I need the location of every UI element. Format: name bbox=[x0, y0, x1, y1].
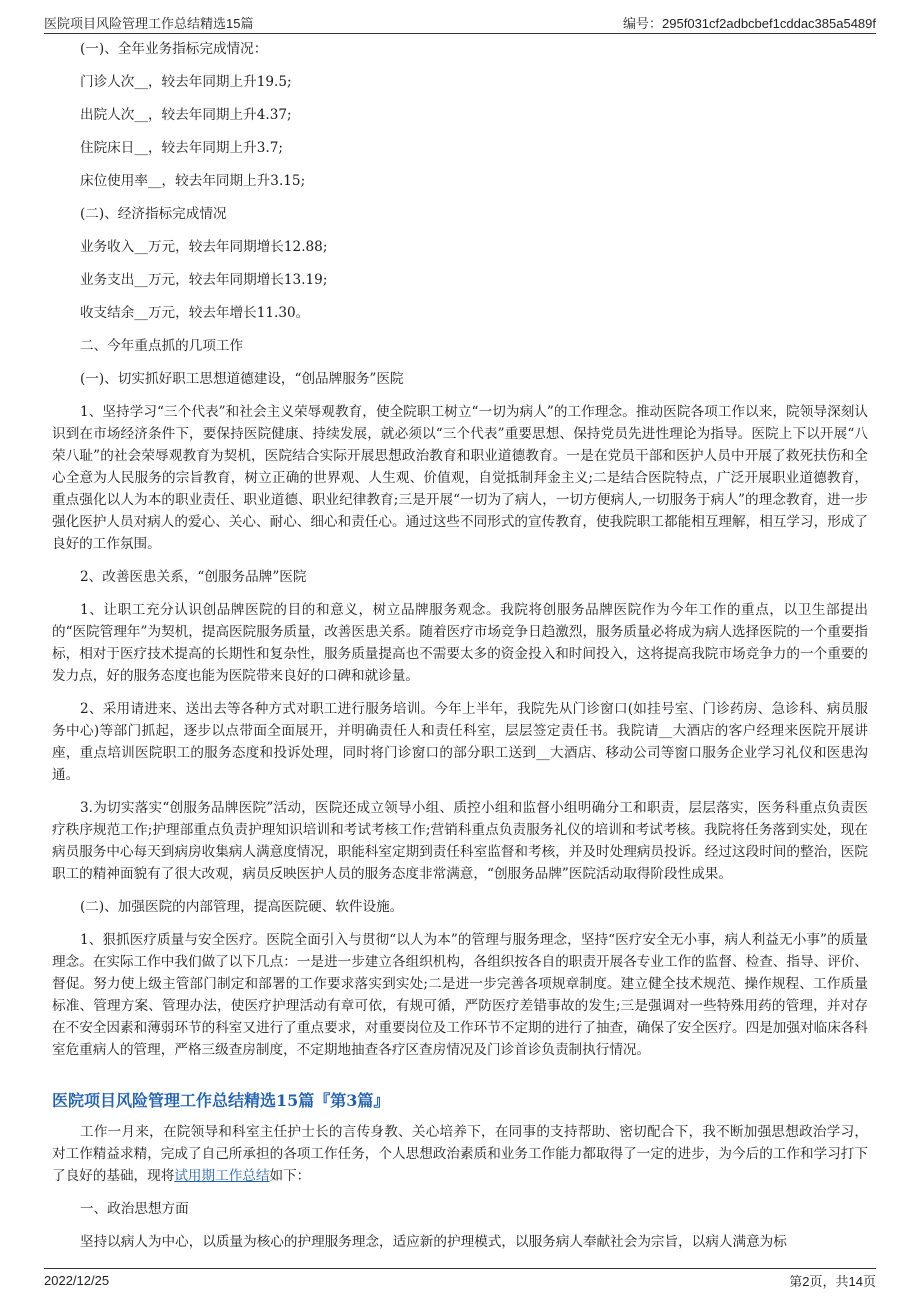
paragraph: 1、让职工充分认识创品牌医院的目的和意义，树立品牌服务观念。我院将创服务品牌医院作为今年工作的重点，以卫生部提出的“医院管理年”为契机，提高医院服务质量，改善医患关系。随着医疗市场竞争日趋激烈，服务质量必将成为病人选择医院的一个重要指标，相对于医疗技术提高的长期性和复杂性，服务质量提高也不需要太多的资金投入和时间投入，这将提高我院市场竞争力的一个重要的发力点，好的服务态度也能为医院带来良好的口碑和就诊量。 bbox=[52, 602, 868, 684]
footer-date: 2022/12/25 bbox=[44, 1272, 110, 1288]
subheading-doctor-patient: 2、改善医患关系，“创服务品牌”医院 bbox=[80, 569, 307, 585]
header-document-id: 编号：295f031cf2adbcbef1cddac385a5489f bbox=[623, 16, 876, 31]
paragraph: 1、狠抓医疗质量与安全医疗。医院全面引入与贯彻“以人为本”的管理与服务理念，坚持“医疗安全无小事，病人利益无小事”的质量理念。在实际工作中我们做了以下几点：一是进一步建立各组织机构，各组织按各自的职责开展各专业工作的监督、检查、指导、评价、督促。努力使上级主管部门制定和部署的工作要求落实到实处;二是进一步完善各项规章制度。建立健全技术规范、操作规程、工作质量标准、管理方案、管理办法，使医疗护理活动有章可依，有规可循，严防医疗差错事故的发生;三是强调对一些特殊用药的管理，并对存在不安全因素和薄弱环节的科室又进行了重点要求，对重要岗位及工作环节不定期的进行了抽查，确保了安全医疗。四是加强对临床各科室危重病人的管理，严格三级查房制度，不定期地抽查各疗区查房情况及门诊首诊负责制执行情况。 bbox=[52, 932, 868, 1058]
text-line: 住院床日__，较去年同期上升3.7; bbox=[80, 140, 283, 156]
header-document-title: 医院项目风险管理工作总结精选15篇 bbox=[44, 16, 254, 31]
paragraph: 2、采用请进来、送出去等各种方式对职工进行服务培训。今年上半年，我院先从门诊窗口(如挂号室、门诊药房、急诊科、病员服务中心)等部门抓起，逐步以点带面全面展开，并明确责任人和责任科室，层层签定责任书。我院请__大酒店的客户经理来医院开展讲座，重点培训医院职工的服务态度和投诉处理，同时将门诊窗口的部分职工送到__大酒店、移动公司等窗口服务企业学习礼仪和医患沟通。 bbox=[52, 701, 868, 783]
paragraph: 坚持以病人为中心，以质量为核心的护理服务理念，适应新的护理模式，以服务病人奉献社会为宗旨，以病人满意为标 bbox=[80, 1234, 787, 1250]
page-footer bbox=[44, 1270, 876, 1290]
section-title: 医院项目风险管理工作总结精选15篇『第3篇』 bbox=[52, 1091, 390, 1110]
paragraph-text: 工作一月来，在院领导和科室主任护士长的言传身教、关心培养下，在同事的支持帮助、密切配合下，我不断加强思想政治学习，对工作精益求精，完成了自己所承担的各项工作任务，个人思想政治素质和业务工作能力都取得了一定的进步，为今后的工作和学习打下了良好的基础，现将 bbox=[52, 1124, 868, 1184]
paragraph: 3.为切实落实“创服务品牌医院”活动，医院还成立领导小组、质控小组和监督小组明确分工和职责，层层落实，医务科重点负责医疗秩序规范工作;护理部重点负责护理知识培训和考试考核工作;营销科重点负责服务礼仪的培训和考试考核。我院将任务落到实处，现在病员服务中心每天到病房收集病人满意度情况，职能科室定期到责任科室监督和考核，并及时处理病员投诉。经过这段时间的整治，医院职工的精神面貌有了很大改观，病员反映医护人员的服务态度非常满意，“创服务品牌”医院活动取得阶段性成果。 bbox=[52, 800, 868, 882]
paragraph bbox=[52, 1121, 868, 1187]
text-line: 出院人次__，较去年同期上升4.37; bbox=[80, 107, 292, 123]
text-line: 床位使用率__，较去年同期上升3.15; bbox=[80, 173, 306, 189]
heading-business-indicators: (一)、全年业务指标完成情况： bbox=[80, 41, 268, 57]
header-divider bbox=[44, 33, 876, 34]
text-line: 门诊人次__，较去年同期上升19.5; bbox=[80, 74, 292, 90]
heading-political-thought: 一、政治思想方面 bbox=[80, 1201, 189, 1217]
subheading-ethics: (一)、切实抓好职工思想道德建设，“创品牌服务”医院 bbox=[80, 371, 404, 387]
footer-divider bbox=[44, 1268, 876, 1269]
document-body bbox=[52, 38, 868, 1264]
heading-economic-indicators: (二)、经济指标完成情况 bbox=[80, 206, 227, 222]
text-line: 业务收入__万元，较去年同期增长12.88; bbox=[80, 239, 328, 255]
heading-key-work: 二、今年重点抓的几项工作 bbox=[80, 338, 244, 354]
subheading-internal-management: (二)、加强医院的内部管理，提高医院硬、软件设施。 bbox=[80, 899, 404, 915]
text-line: 收支结余__万元，较去年增长11.30。 bbox=[80, 305, 310, 321]
paragraph-text: 如下： bbox=[269, 1168, 311, 1184]
paragraph: 1、坚持学习“三个代表”和社会主义荣辱观教育，使全院职工树立“一切为病人”的工作理念。推动医院各项工作以来，院领导深刻认识到在市场经济条件下，要保持医院健康、持续发展，就必须以“三个代表”重要思想、保持党员先进性理论为指导。医院上下以开展“八荣八耻”的社会荣辱观教育为契机，医院结合实际开展思想政治教育和职业道德教育。一是在党员干部和医护人员中开展了救死扶伤和全心全意为人民服务的宗旨教育，树立正确的世界观、人生观、价值观，自觉抵制拜金主义;二是结合医院特点，广泛开展职业道德教育，重点强化以人为本的职业责任、职业道德、职业纪律教育;三是开展“一切为了病人，一切方便病人,一切服务于病人”的理念教育，进一步强化医护人员对病人的爱心、关心、耐心、细心和责任心。通过这些不同形式的宣传教育，使我院职工都能相互理解，相互学习，形成了良好的工作氛围。 bbox=[52, 404, 868, 552]
footer-page-number: 第2页，共14页 bbox=[789, 1273, 876, 1289]
text-line: 业务支出__万元，较去年同期增长13.19; bbox=[80, 272, 328, 288]
page-header bbox=[44, 10, 876, 32]
trial-summary-link[interactable]: 试用期工作总结 bbox=[174, 1168, 270, 1184]
